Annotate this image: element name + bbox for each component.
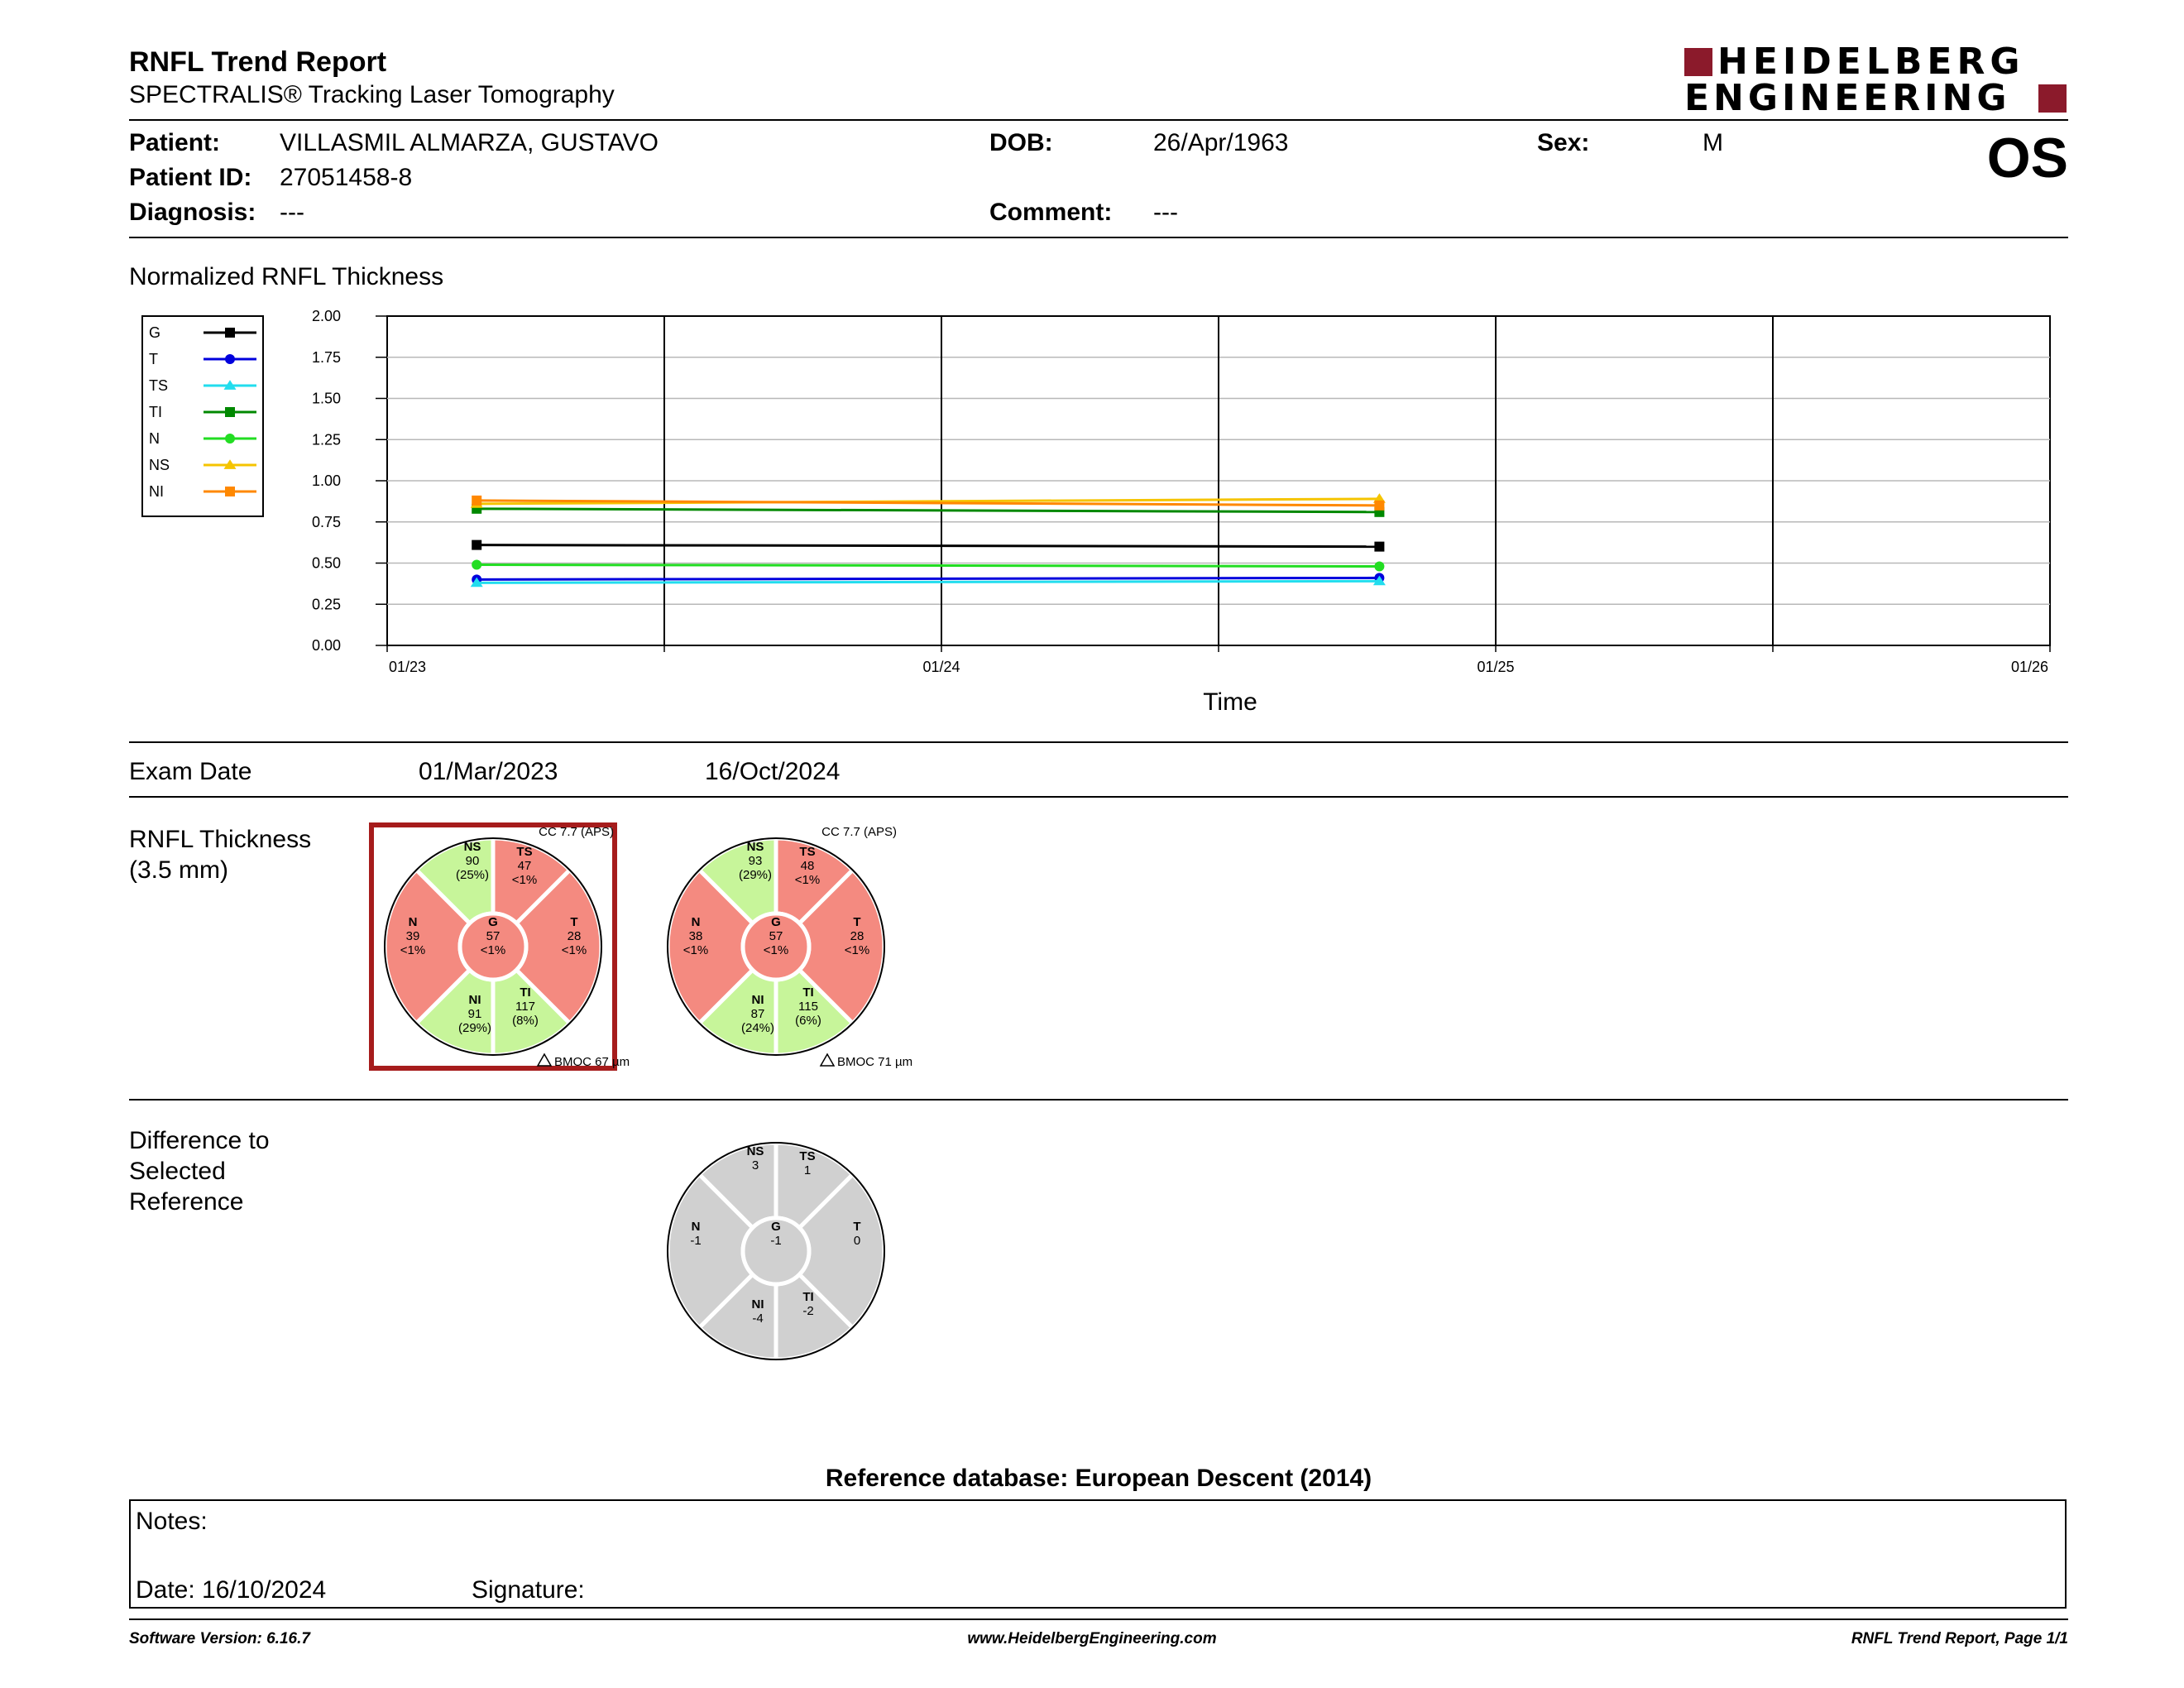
brand-line1: HEIDELBERG [1717,41,2025,83]
y-tick-label: 1.50 [311,390,341,407]
series-point-ni [1374,501,1384,511]
legend-label-t: T [149,351,158,367]
report-title: RNFL Trend Report [129,46,387,78]
sector-value-t: 28 [850,929,864,943]
sector-name-n: N [408,915,418,929]
sector-value-n: 39 [405,929,420,943]
sector-name-g: G [771,915,781,929]
difference-circle [652,1127,900,1375]
sector-value-t: 28 [567,929,582,943]
exam-divider [129,796,2068,798]
legend-label-ts: TS [149,377,169,394]
bmo-label: BMOC 71 µm [837,1055,913,1069]
x-tick-label: 01/24 [922,659,960,675]
sector-pct-ni: (29%) [457,1021,492,1035]
series-line-ts [477,581,1379,583]
dob-label: DOB: [989,129,1053,156]
eye-indicator: OS [1986,127,2068,189]
sector-name-ns: NS [746,1144,764,1158]
exam-date-label: Exam Date [129,758,252,785]
sector-pct-n: <1% [400,943,426,957]
sector-name-t: T [570,915,578,929]
sector-name-ni: NI [751,993,764,1007]
sector-value-ts: 47 [517,859,532,873]
sector-value-g: 57 [769,929,783,943]
sector-pct-t: <1% [844,943,870,957]
sector-value-ns: 90 [465,854,480,868]
x-tick-label: 01/26 [2010,659,2048,675]
sector-value-ns: 3 [751,1158,759,1172]
software-version: Software Version: 6.16.7 [129,1630,310,1647]
legend-marker-ti [225,407,235,417]
legend-marker-g [225,328,235,338]
legend-label-ni: NI [149,483,164,500]
sector-pct-ts: <1% [794,873,821,887]
difference-label-line1: Difference to [129,1127,270,1154]
series-line-n [477,564,1379,566]
sector-value-g: -1 [770,1234,782,1248]
patient-id-label: Patient ID: [129,164,252,191]
legend-marker-t [225,354,235,364]
sector-name-n: N [691,1220,701,1234]
legend-label-ti: TI [149,404,162,420]
sector-value-ti: 117 [515,1000,535,1014]
patient-name-label: Patient: [129,129,221,156]
difference-label-line2: Selected [129,1158,226,1185]
y-tick-label: 0.50 [311,554,341,572]
report-subtitle: SPECTRALIS® Tracking Laser Tomography [129,81,615,108]
sector-value-ni: 87 [750,1007,765,1021]
sector-name-ts: TS [799,1149,816,1163]
sector-value-ti: 115 [798,1000,818,1014]
delta-icon [821,1054,834,1066]
sector-pct-ns: (25%) [455,868,490,882]
sector-name-ns: NS [746,840,764,854]
difference-label [129,1125,270,1217]
reference-database: Reference database: European Descent (2014) [825,1465,1372,1492]
sector-pct-ti: (6%) [795,1014,821,1028]
sector-value-t: 0 [853,1234,861,1248]
sector-name-ti: TI [802,1290,814,1304]
sector-value-n: -1 [690,1234,702,1248]
notes-box[interactable] [129,1499,2067,1609]
sector-name-ti: TI [520,985,531,1000]
sector-pct-ns: (29%) [738,868,773,882]
thickness-circle-2024[interactable] [652,822,913,1071]
brand-line2: ENGINEERING [1684,77,2011,119]
legend-label-ns: NS [149,457,170,473]
delta-icon [538,1054,551,1066]
sector-name-ns: NS [463,840,481,854]
y-tick-label: 1.00 [311,472,341,489]
diagnosis-value: --- [280,199,304,226]
sector-name-ts: TS [516,845,533,859]
dob-value: 26/Apr/1963 [1153,129,1289,156]
y-tick-label: 1.25 [311,431,341,448]
sector-name-ti: TI [802,985,814,1000]
website-link[interactable]: www.HeidelbergEngineering.com [967,1630,1217,1647]
trend-chart [0,0,2184,728]
series-line-ti [477,509,1379,512]
cc-label: CC 7.7 (APS) [539,825,614,839]
sector-value-ts: 1 [803,1163,812,1177]
sector-pct-ts: <1% [511,873,538,887]
series-point-ni [472,496,481,506]
sector-value-g: 57 [486,929,500,943]
difference-label-line3: Reference [129,1188,244,1216]
comment-label: Comment: [989,199,1113,226]
sector-name-ts: TS [799,845,816,859]
sector-value-n: 38 [688,929,703,943]
exam-date-2: 16/Oct/2024 [705,758,841,785]
notes-signature: Signature: [472,1576,585,1604]
sector-name-t: T [853,915,861,929]
y-tick-label: 2.00 [311,308,341,324]
notes-label: Notes: [136,1508,208,1535]
sex-label: Sex: [1537,129,1590,156]
sector-name-n: N [691,915,701,929]
thickness-divider [129,1099,2068,1101]
series-point-n [472,559,481,569]
sector-name-ni: NI [468,993,481,1007]
exam-date-1: 01/Mar/2023 [419,758,558,785]
thickness-circle-2023[interactable] [369,822,630,1071]
sector-pct-ti: (8%) [512,1014,539,1028]
series-line-t [477,578,1379,579]
sector-value-ti: -2 [802,1304,814,1318]
sector-name-t: T [853,1220,861,1234]
page-indicator: RNFL Trend Report, Page 1/1 [1851,1630,2068,1647]
legend-marker-ni [225,487,235,496]
thickness-label [129,824,311,885]
y-tick-label: 1.75 [311,348,341,366]
footer-divider [129,1618,2068,1620]
x-tick-label: 01/25 [1477,659,1515,675]
series-point-g [1374,542,1384,552]
sector-pct-n: <1% [682,943,709,957]
sector-name-g: G [488,915,498,929]
legend-label-g: G [149,324,161,341]
sector-name-ni: NI [751,1297,764,1312]
legend-marker-n [225,434,235,444]
series-point-g [472,540,481,550]
sector-name-g: G [771,1220,781,1234]
diagnosis-label: Diagnosis: [129,199,256,226]
y-tick-label: 0.00 [311,637,341,654]
y-tick-label: 0.25 [311,596,341,613]
sector-pct-g: <1% [480,943,506,957]
sector-pct-g: <1% [763,943,789,957]
x-axis-label: Time [1203,688,1257,716]
sector-value-ts: 48 [800,859,815,873]
thickness-label-line1: RNFL Thickness [129,826,312,853]
thickness-label-line2: (3.5 mm) [129,856,228,884]
patient-id: 27051458-8 [280,164,413,191]
x-tick-label: 01/23 [389,659,427,675]
legend-label-n: N [149,430,160,447]
cc-label: CC 7.7 (APS) [821,825,897,839]
sector-pct-t: <1% [561,943,587,957]
notes-date: Date: 16/10/2024 [136,1576,327,1604]
sector-value-ni: -4 [752,1312,764,1326]
comment-value: --- [1153,199,1178,226]
series-line-g [477,545,1379,547]
bmo-label: BMOC 67 µm [554,1055,630,1069]
sector-pct-ni: (24%) [740,1021,775,1035]
sector-value-ni: 91 [467,1007,482,1021]
patient-name: VILLASMIL ALMARZA, GUSTAVO [280,129,659,156]
sex-value: M [1703,129,1723,156]
sector-value-ns: 93 [748,854,763,868]
y-tick-label: 0.75 [311,513,341,530]
series-point-n [1374,561,1384,571]
chart-divider [129,741,2068,743]
chart-section-title: Normalized RNFL Thickness [129,263,444,290]
